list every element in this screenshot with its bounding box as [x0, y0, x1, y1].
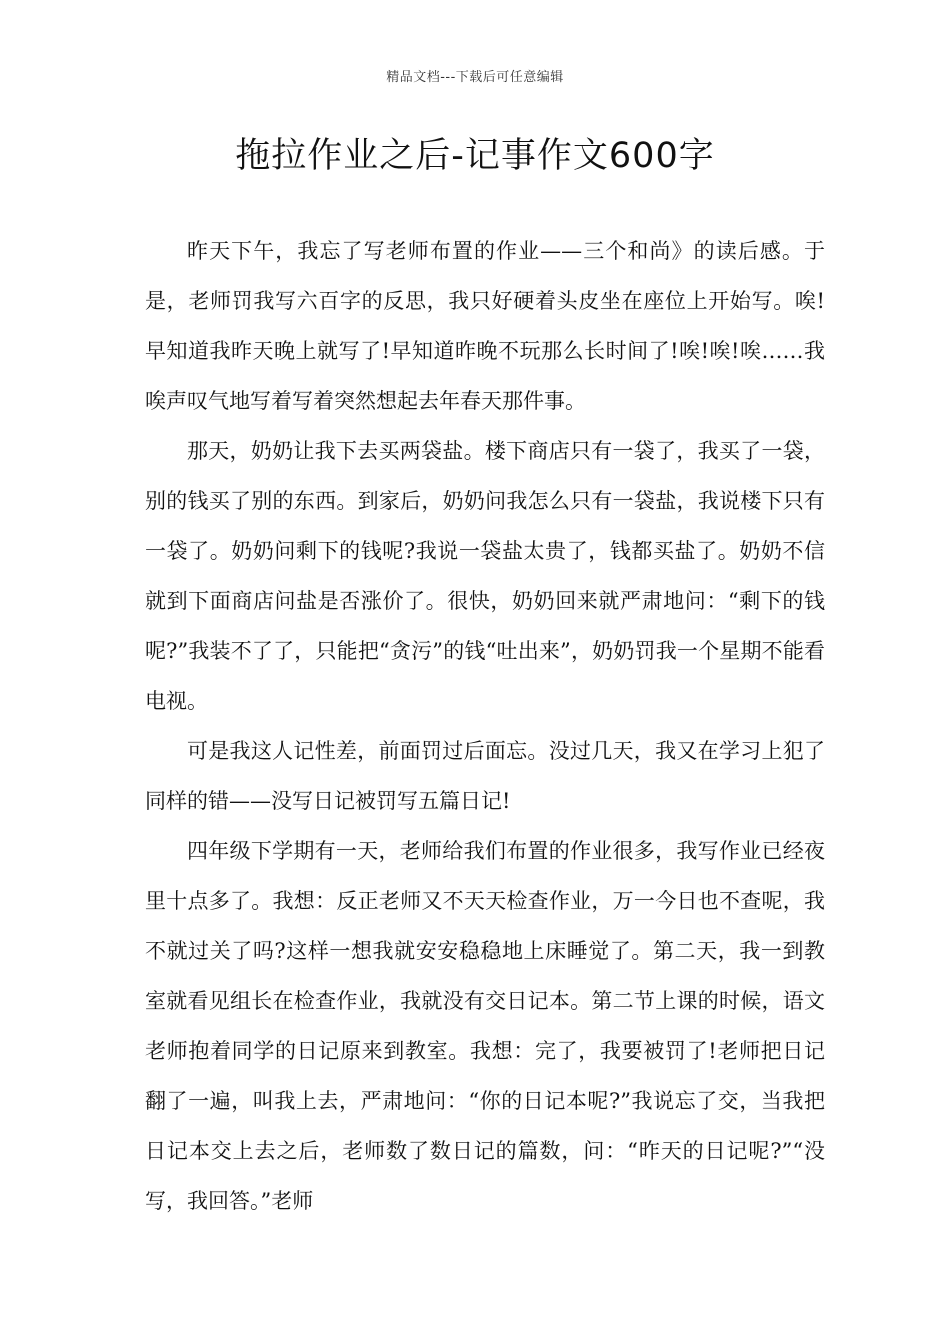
paragraph: 可是我这人记性差，前面罚过后面忘。没过几天，我又在学习上犯了同样的错——没写日记被罚写五篇日记!: [145, 739, 825, 813]
document-title: 拖拉作业之后-记事作文600字: [235, 136, 715, 176]
page-header: 精品文档---下载后可任意编辑: [386, 70, 564, 85]
paragraph: 昨天下午，我忘了写老师布置的作业——三个和尚》的读后感。于是，老师罚我写六百字的反思，我只好硬着头皮坐在座位上开始写。唉!早知道我昨天晚上就写了!早知道昨晚不玩那么长时间了!唉!唉!唉……我唉声叹气地写着写着突然想起去年春天那件事。: [145, 239, 825, 413]
paragraph: 那天，奶奶让我下去买两袋盐。楼下商店只有一袋了，我买了一袋，别的钱买了别的东西。到家后，奶奶问我怎么只有一袋盐，我说楼下只有一袋了。奶奶问剩下的钱呢?我说一袋盐太贵了，钱都买盐了。奶奶不信就到下面商店问盐是否涨价了。很快，奶奶回来就严肃地问：“剩下的钱呢?”我装不了了，只能把“贪污”的钱“吐出来”，奶奶罚我一个星期不能看电视。: [145, 439, 825, 713]
document-body: [145, 226, 825, 1226]
paragraph: 四年级下学期有一天，老师给我们布置的作业很多，我写作业已经夜里十点多了。我想：反正老师又不天天检查作业，万一今日也不查呢，我不就过关了吗?这样一想我就安安稳稳地上床睡觉了。第二天，我一到教室就看见组长在检查作业，我就没有交日记本。第二节上课的时候，语文老师抱着同学的日记原来到教室。我想：完了，我要被罚了!老师把日记翻了一遍，叫我上去，严肃地问：“你的日记本呢?”我说忘了交，当我把日记本交上去之后，老师数了数日记的篇数，问：“昨天的日记呢?”“没写，我回答。”老师: [145, 839, 825, 1213]
